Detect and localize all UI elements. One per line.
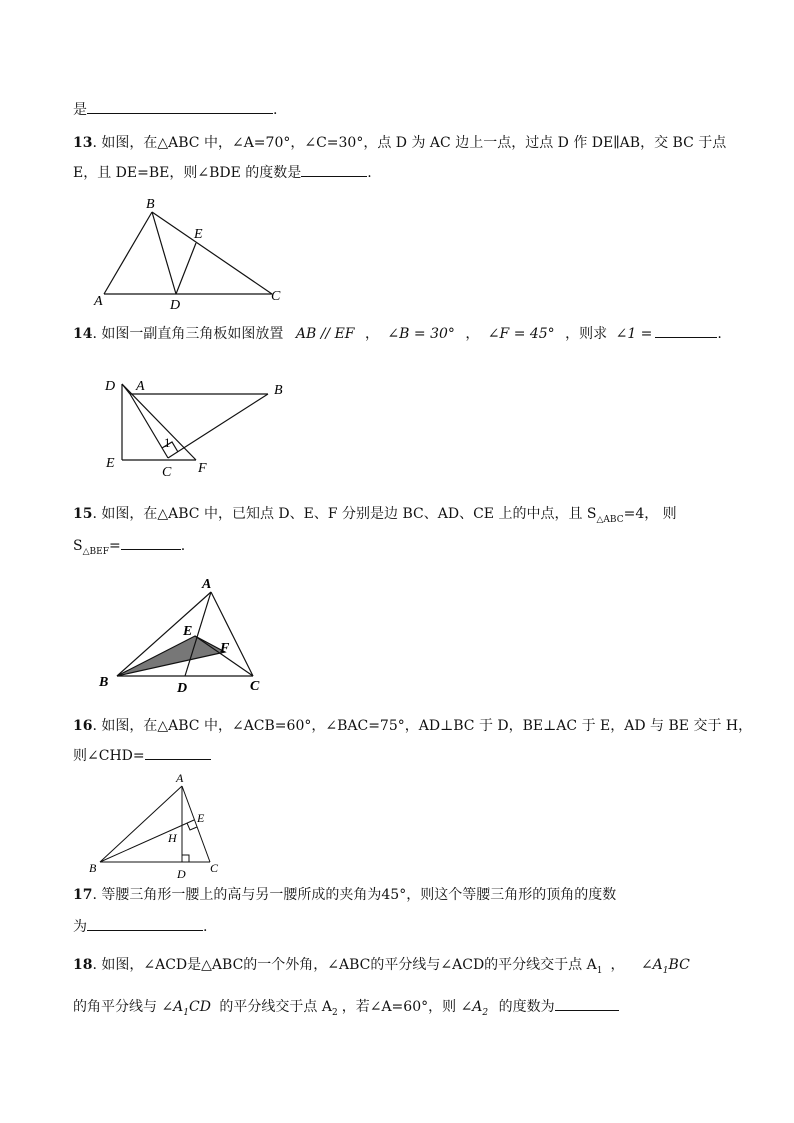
q13-line2 bbox=[73, 163, 372, 183]
q17-number: 17 bbox=[73, 887, 93, 903]
q17-end: . bbox=[203, 919, 208, 935]
q14-label-E: E bbox=[106, 456, 115, 471]
q13-label-D: D bbox=[170, 298, 181, 313]
q18-ang1-sub: 1 bbox=[662, 965, 669, 976]
q15-label-E: E bbox=[183, 624, 193, 639]
q15-text2b: = bbox=[108, 538, 121, 554]
q14-label-A: A bbox=[136, 379, 145, 394]
q18-line2 bbox=[73, 997, 619, 1023]
q18-text2d: 的度数为 bbox=[498, 999, 555, 1015]
q15-shaded-BEF bbox=[117, 636, 225, 676]
q15-text2: S bbox=[73, 538, 83, 554]
q15-text1b: =4， 则 bbox=[623, 506, 677, 522]
q18-text1b: ， bbox=[610, 957, 625, 973]
q14-segment-DA bbox=[122, 384, 130, 394]
q13-figure bbox=[90, 192, 290, 312]
q12-text: 是 bbox=[73, 102, 87, 118]
q15-label-C: C bbox=[250, 679, 260, 694]
q15-line2 bbox=[73, 536, 185, 562]
q14-cond3: ∠F = 45° bbox=[487, 326, 555, 342]
q14-segment-DF bbox=[122, 384, 196, 460]
q13-line1 bbox=[73, 133, 726, 153]
q18-text2b: 的平分线交于点 A bbox=[219, 999, 332, 1015]
q12-end: . bbox=[273, 102, 278, 118]
q16-label-B: B bbox=[89, 861, 97, 875]
q16-line1 bbox=[73, 716, 752, 736]
q18-sub-A1: 1 bbox=[596, 965, 603, 976]
q13-segment-AB bbox=[104, 212, 152, 294]
q15-answer-blank[interactable] bbox=[121, 549, 181, 550]
q16-figure bbox=[86, 770, 236, 880]
q17-text1: . 等腰三角形一腰上的高与另一腰所成的夹角为45°，则这个等腰三角形的顶角的度数 bbox=[92, 887, 617, 903]
q18-angle-A1CD bbox=[161, 999, 211, 1018]
q16-number: 16 bbox=[73, 718, 93, 734]
q15-sub2: △BEF bbox=[82, 546, 109, 557]
q14-cond2: ∠B = 30° bbox=[387, 326, 455, 342]
q14-text3: ， bbox=[465, 326, 480, 342]
q15-sub1: △ABC bbox=[596, 514, 624, 525]
q16-right-angle-D bbox=[182, 855, 189, 862]
q13-number: 13 bbox=[73, 135, 93, 151]
q14-text4: ，则求 bbox=[565, 326, 608, 342]
q17-line2 bbox=[73, 917, 207, 937]
q16-line2 bbox=[73, 746, 211, 766]
q14-number: 14 bbox=[73, 326, 93, 342]
q18-text2c: ，若∠A=60°，则 bbox=[341, 999, 457, 1015]
q18-number: 18 bbox=[73, 957, 93, 973]
q18-ang2-base: ∠A bbox=[161, 999, 184, 1015]
q18-ang2-rest: CD bbox=[189, 999, 211, 1015]
q15-label-A: A bbox=[202, 577, 212, 592]
q18-ang3-base: ∠A bbox=[460, 999, 483, 1015]
q14-line bbox=[73, 324, 722, 344]
q14-label-D: D bbox=[105, 379, 116, 394]
q15-label-F: F bbox=[220, 641, 230, 656]
q18-ang1-base: ∠A bbox=[640, 957, 663, 973]
q15-label-D: D bbox=[177, 681, 188, 696]
q14-cond1: AB // EF bbox=[295, 326, 355, 342]
q14-label-C: C bbox=[162, 465, 172, 480]
q14-label-B: B bbox=[274, 383, 283, 398]
q18-line1 bbox=[73, 955, 690, 981]
q15-text1: . 如图，在△ABC 中，已知点 D、E、F 分别是边 BC、AD、CE 上的中点，且 S bbox=[92, 506, 597, 522]
q13-text2: E，且 DE=BE，则∠BDE 的度数是 bbox=[73, 165, 302, 181]
q18-angle-A1BC bbox=[640, 957, 690, 976]
q16-answer-blank[interactable] bbox=[145, 759, 211, 760]
q15-segment-AC bbox=[211, 592, 253, 676]
q14-answer-blank[interactable] bbox=[655, 337, 717, 338]
q14-text2: ， bbox=[364, 326, 379, 342]
q18-sub-A2: 2 bbox=[331, 1007, 338, 1018]
q17-line1 bbox=[73, 885, 616, 905]
q18-answer-blank[interactable] bbox=[555, 1010, 619, 1011]
q14-label-1: 1 bbox=[164, 435, 171, 450]
q15-label-B: B bbox=[99, 675, 109, 690]
q16-label-D: D bbox=[177, 867, 186, 881]
q18-text2a: 的角平分线与 bbox=[73, 999, 157, 1015]
q17-answer-blank[interactable] bbox=[87, 930, 203, 931]
q14-text1: . 如图一副直角三角板如图放置 bbox=[92, 326, 284, 342]
q15-number: 15 bbox=[73, 506, 93, 522]
q14-end: . bbox=[717, 326, 722, 342]
q13-label-E: E bbox=[194, 227, 203, 242]
q18-ang3-sub: 2 bbox=[482, 1007, 489, 1018]
q13-label-C: C bbox=[271, 289, 281, 304]
q13-segment-BD bbox=[152, 212, 176, 294]
q14-figure bbox=[100, 372, 300, 482]
q13-answer-blank[interactable] bbox=[301, 176, 367, 177]
q16-text1: . 如图，在△ABC 中，∠ACB=60°，∠BAC=75°，AD⊥BC 于 D，BE⊥AC 于 E，AD 与 BE 交于 H， bbox=[92, 718, 753, 734]
q18-ang1-rest: BC bbox=[668, 957, 690, 973]
q13-label-B: B bbox=[146, 197, 155, 212]
q16-label-C: C bbox=[210, 861, 219, 875]
q13-segment-BC bbox=[152, 212, 272, 294]
q13-segment-DE bbox=[176, 243, 196, 294]
q15-line1 bbox=[73, 504, 677, 530]
q13-label-A: A bbox=[94, 294, 103, 309]
q14-label-F: F bbox=[198, 461, 207, 476]
q14-segment-CB bbox=[168, 394, 268, 458]
q14-ask: ∠1 = bbox=[615, 326, 653, 342]
q13-end: . bbox=[367, 165, 372, 181]
q12-tail bbox=[73, 100, 277, 120]
q18-angle-A2 bbox=[460, 999, 489, 1018]
q18-ang2-sub: 1 bbox=[183, 1007, 190, 1018]
q16-label-H: H bbox=[168, 831, 177, 845]
q17-text2: 为 bbox=[73, 919, 87, 935]
q16-label-A: A bbox=[176, 771, 184, 785]
q15-figure bbox=[95, 574, 275, 699]
q16-label-E: E bbox=[197, 811, 205, 825]
q18-text1a: . 如图，∠ACD是△ABC的一个外角，∠ABC的平分线与∠ACD的平分线交于点 A bbox=[92, 957, 597, 973]
q16-text2: 则∠CHD= bbox=[73, 748, 145, 764]
q13-text1: . 如图，在△ABC 中，∠A=70°，∠C=30°，点 D 为 AC 边上一点，过点 D 作 DE∥AB，交 BC 于点 bbox=[92, 135, 727, 151]
q15-end: . bbox=[180, 538, 186, 554]
q12-answer-blank[interactable] bbox=[87, 113, 273, 114]
q16-segment-AB bbox=[100, 786, 182, 862]
q16-segment-BE bbox=[100, 820, 194, 862]
